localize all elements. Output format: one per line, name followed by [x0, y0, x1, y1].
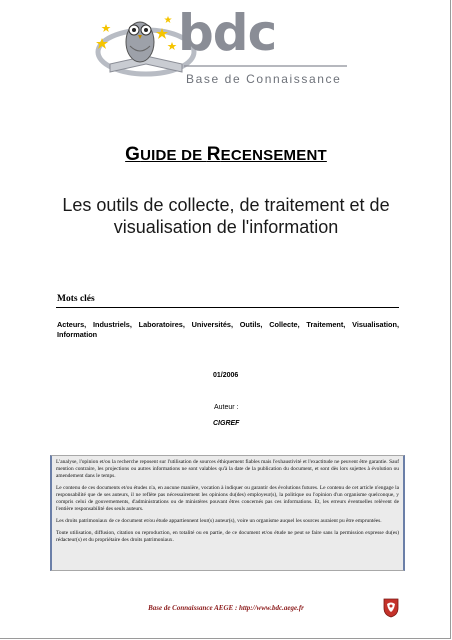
footer-link[interactable]: Base de Connaissance AEGE : http://www.bdc.aege.fr	[148, 604, 304, 612]
disclaimer-box	[50, 455, 405, 571]
guide-title: GUIDE DE RECENSEMENT	[125, 144, 327, 165]
author-label: Auteur :	[214, 404, 239, 411]
keywords-divider	[56, 307, 399, 308]
crest-icon	[383, 598, 399, 618]
author-name: CIGREF	[213, 420, 240, 427]
logo-subtitle: Base de Connaissance	[186, 72, 342, 86]
disclaimer-paragraph: Le contenu de ces documents et/ou études n'a, en aucune manière, vocation à indiquer ou garantir des évolutions futures. Le contenu de cet article n'engage la responsabilité que de ses auteurs, il ne reflète pas nécessairement les opinions du(des) employeur(s), la politique ou l'opinion d'un organisme quelconque, y compris celui de gouvernements, d'administrations ou de ministères pouvant êtres concernés pas ces informations. Et, les erreurs éventuelles relèvent de l'entière responsabilité des seuls auteurs.	[56, 484, 399, 513]
keywords-heading: Mots clés	[57, 294, 95, 304]
document-title: Les outils de collecte, de traitement et de visualisation de l'information	[62, 195, 390, 237]
disclaimer-paragraph: Toute utilisation, diffusion, citation ou reproduction, en totalité ou en partie, de ce document et/ou étude ne peut se faire sans la permission expresse du(es) rédacteur(s) et du propriétaire des droits patrimoniaux.	[56, 529, 399, 543]
logo-text: bdc	[178, 4, 277, 62]
disclaimer-paragraph: L'analyse, l'opinion et/ou la recherche reposent sur l'utilisation de sources éthiquement fiables mais l'exhaustivité et l'exactitude ne peuvent être garantie. Sauf mention contraire, les projections ou autres informations ne sont valables qu'à la date de la publication du document, et sont dès lors sujettes à évolution ou amendement dans le temps.	[56, 459, 399, 480]
keywords-list: Acteurs, Industriels, Laboratoires, Universités, Outils, Collecte, Traitement, Visualisation, Information	[57, 320, 399, 339]
disclaimer-paragraph: Les droits patrimoniaux de ce document et/ou étude appartiennent leur(s) auteur(s), voire un organisme auquel les sources auraient pu être empruntées.	[56, 517, 382, 524]
document-date: 01/2006	[213, 372, 239, 379]
